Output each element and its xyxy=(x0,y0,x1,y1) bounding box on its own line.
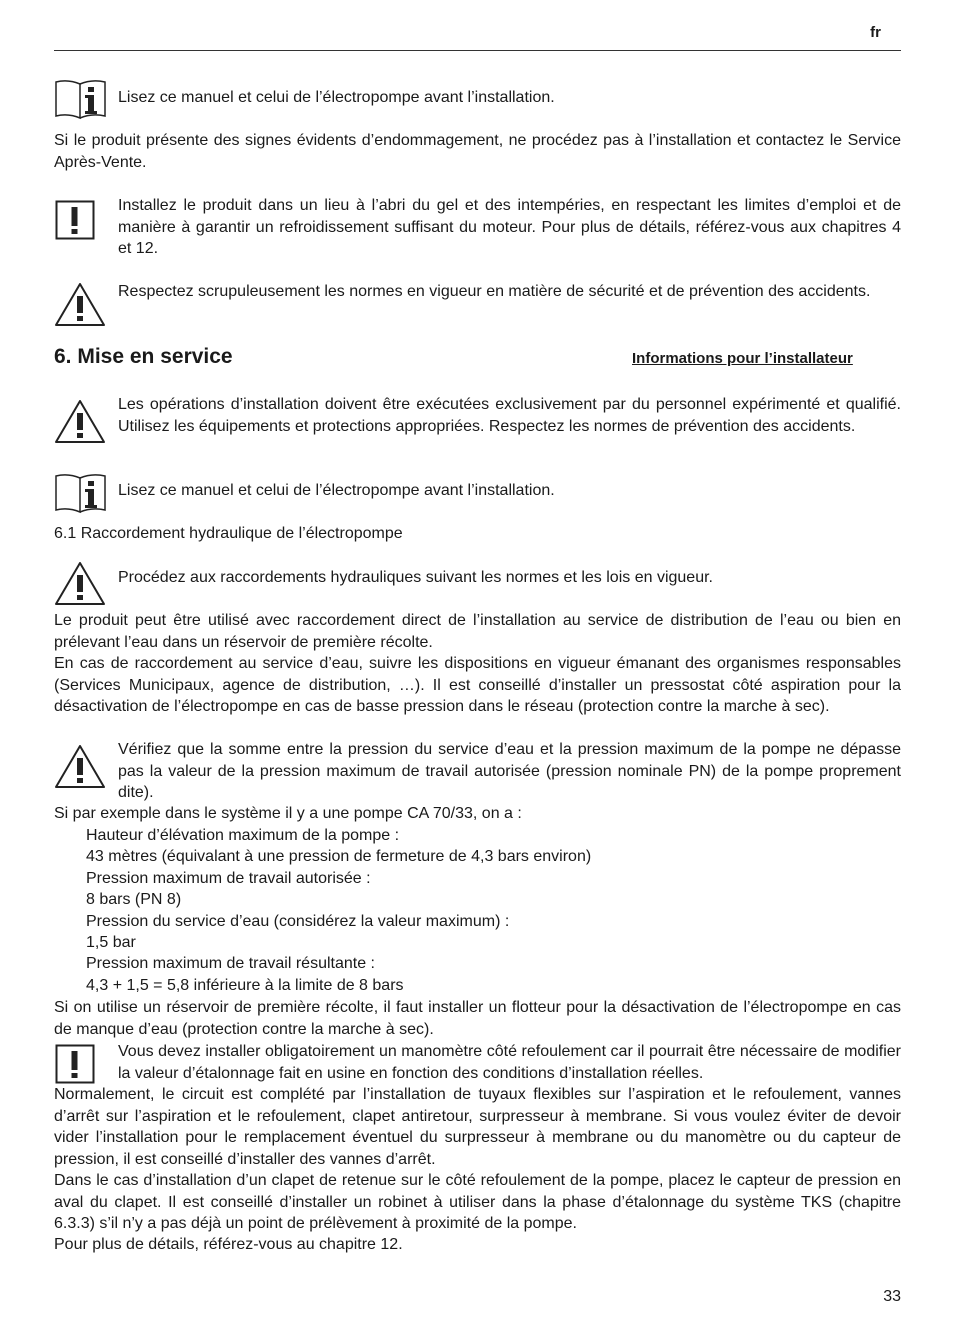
note-install-location: Installez le produit dans un lieu à l’abri du gel et des intempéries, en respectant les limites d’emploi et de manière à garantir un refroidissement suffisant du moteur. Pour plus de détails, référez-vous aux chapitres 4 et 12. xyxy=(118,197,901,257)
section-6-subtitle: Informations pour l’installateur xyxy=(632,350,853,367)
header-rule xyxy=(54,50,901,51)
example-line: 1,5 bar xyxy=(86,933,136,951)
paragraph-circuit: Normalement, le circuit est complété par l’installation de tuyaux flexibles sur l’aspiration et le refoulement, vannes d’arrêt sur l’aspiration et le refoulement, clapet antiretour, surpresseur à membrane. Si vous voulez éviter de devoir vider l’installation pour le remplacement éventuel du surpresseur à membrane ou du manomètre ou du capteur de pression, il est conseillé d’installer des vannes d’arrêt. xyxy=(54,1086,901,1168)
warning-connections: Procédez aux raccordements hydrauliques suivant les normes et les lois en vigueur. xyxy=(118,569,713,586)
example-line: Pression du service d’eau (considérez la valeur maximum) : xyxy=(86,912,510,930)
section-6-title: 6. Mise en service xyxy=(54,345,233,368)
caution-box-icon xyxy=(55,200,95,240)
page-number: 33 xyxy=(883,1288,901,1305)
example-line: Hauteur d’élévation maximum de la pompe : xyxy=(86,827,400,844)
warning-personnel: Les opérations d’installation doivent être exécutées exclusivement par du personnel expérimenté et qualifié. Utilisez les équipements et protections appropriées. Respectez les normes de prévention des accidents. xyxy=(118,396,901,435)
example-line: 4,3 + 1,5 = 5,8 inférieure à la limite de 8 bars xyxy=(86,976,404,994)
manual-info-icon xyxy=(54,472,108,514)
warning-triangle-icon xyxy=(54,561,106,606)
note-read-manual-1: Lisez ce manuel et celui de l’électropompe avant l’installation. xyxy=(118,89,555,106)
example-line: 43 mètres (équivalant à une pression de fermeture de 4,3 bars environ) xyxy=(86,848,592,866)
warning-triangle-icon xyxy=(54,282,106,327)
note-damage: Si le produit présente des signes évidents d’endommagement, ne procédez pas à l’installation et contactez le Service Après-Vente. xyxy=(54,132,901,171)
example-intro: Si par exemple dans le système il y a une pompe CA 70/33, on a : xyxy=(54,805,522,822)
paragraph-check-valve: Dans le cas d’installation d’un clapet de retenue sur le côté refoulement de la pompe, placez le capteur de pression en aval du clapet. Il est conseillé d’installer un robinet à utiliser dans la phase d’étalonnage du système TKS (chapitre 6.3.3) s’il n’y a pas déjà un point de prélèvement à proximité de la pompe. xyxy=(54,1172,901,1232)
warning-manometer: Vous devez installer obligatoirement un manomètre côté refoulement car il pourrait être nécessaire de modifier la valeur d’étalonnage fait en usine en fonction des conditions d’installation réelles. xyxy=(118,1043,901,1082)
language-label: fr xyxy=(870,24,881,41)
warning-triangle-icon xyxy=(54,744,106,789)
paragraph-water-service: En cas de raccordement au service d’eau, suivre les dispositions en vigueur émanant des organismes responsables (Services Municipaux, agence de distribution, …). Il est conseillé d’installer un pressostat côté aspiration pour la désactivation de l’électropompe en cas de basse pression dans le réseau (protection contre la marche à sec). xyxy=(54,655,901,715)
manual-info-icon xyxy=(54,78,108,120)
caution-box-icon xyxy=(55,1044,95,1084)
example-line: Pression maximum de travail résultante : xyxy=(86,955,375,973)
warning-pressure: Vérifiez que la somme entre la pression du service d’eau et la pression maximum de la pompe ne dépasse pas la valeur de la pression maximum de travail autorisée (pression nominale PN) de la pompe proprement dite). xyxy=(118,741,901,801)
paragraph-float: Si on utilise un réservoir de première récolte, il faut installer un flotteur pour la désactivation de l’électropompe en cas de manque d’eau (protection contre la marche à sec). xyxy=(54,999,901,1038)
note-read-manual-2: Lisez ce manuel et celui de l’électropompe avant l’installation. xyxy=(118,482,555,499)
example-line: Pression maximum de travail autorisée : xyxy=(86,869,371,887)
example-line: 8 bars (PN 8) xyxy=(86,891,182,909)
section-6-1-title: 6.1 Raccordement hydraulique de l’électropompe xyxy=(54,525,403,542)
warning-triangle-icon xyxy=(54,399,106,444)
paragraph-usage: Le produit peut être utilisé avec raccordement direct de l’installation au service de distribution de l’eau ou bien en prélevant l’eau dans un réservoir de première récolte. xyxy=(54,612,901,651)
paragraph-more-details: Pour plus de détails, référez-vous au chapitre 12. xyxy=(54,1236,403,1253)
example-list xyxy=(86,825,886,996)
note-safety-norms: Respectez scrupuleusement les normes en vigueur en matière de sécurité et de prévention des accidents. xyxy=(118,283,871,300)
